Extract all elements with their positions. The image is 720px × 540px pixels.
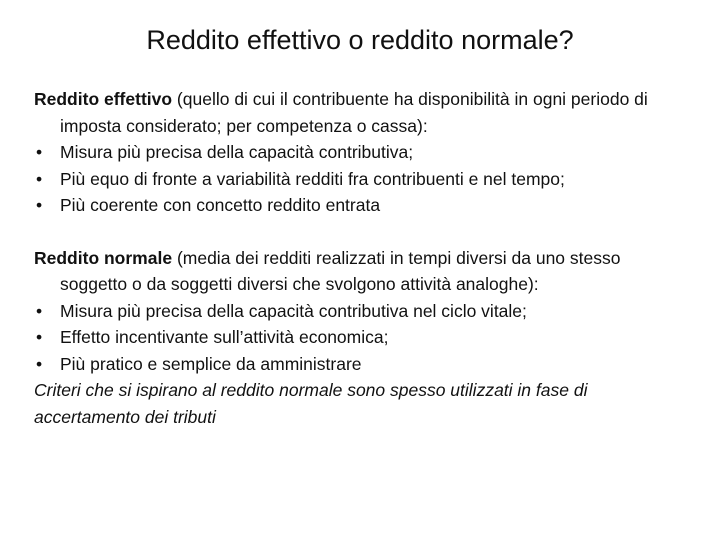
definition-reddito-normale: (media dei redditi realizzati in tempi diversi da uno stesso soggetto o da soggetti diversi che svolgono attività analoghe): [60, 247, 621, 294]
list-item [34, 166, 684, 193]
bullet-icon: • [36, 353, 43, 374]
term-reddito-effettivo: Reddito effettivo [34, 89, 173, 109]
bullet-icon: • [36, 168, 43, 189]
bullet-text: Più equo di fronte a variabilità redditi fra contribuenti e nel tempo; [60, 168, 565, 189]
term-reddito-normale: Reddito normale [34, 247, 173, 268]
slide-title: Reddito effettivo o reddito normale? [146, 25, 574, 55]
list-item [34, 351, 684, 378]
bullet-list-normale [34, 298, 684, 378]
spacer [34, 219, 684, 245]
definition-reddito-effettivo: (quello di cui il contribuente ha disponibilità in ogni periodo di imposta considerato; per competenza o cassa): [60, 89, 648, 136]
bullet-icon: • [36, 195, 43, 215]
bullet-list-effettivo [34, 139, 684, 219]
closing-note: Criteri che si ispirano al reddito normale sono spesso utilizzati in fase di accertamento dei tributi [34, 380, 588, 427]
list-item [34, 298, 684, 325]
bullet-text: Misura più precisa della capacità contributiva nel ciclo vitale; [60, 300, 527, 321]
list-item [34, 139, 684, 166]
bullet-icon: • [36, 300, 43, 321]
bullet-text: Più pratico e semplice da amministrare [60, 353, 362, 374]
bullet-text: Più coerente con concetto reddito entrata [60, 195, 381, 215]
bullet-text: Misura più precisa della capacità contributiva; [60, 142, 414, 162]
list-item [34, 192, 684, 219]
section-normale-heading [34, 245, 684, 298]
bullet-icon: • [36, 327, 43, 347]
list-item [34, 324, 684, 351]
slide-body [34, 86, 684, 430]
section-effettivo-heading [34, 86, 684, 139]
bullet-icon: • [36, 142, 43, 162]
bullet-text: Effetto incentivante sull’attività economica; [60, 327, 389, 347]
